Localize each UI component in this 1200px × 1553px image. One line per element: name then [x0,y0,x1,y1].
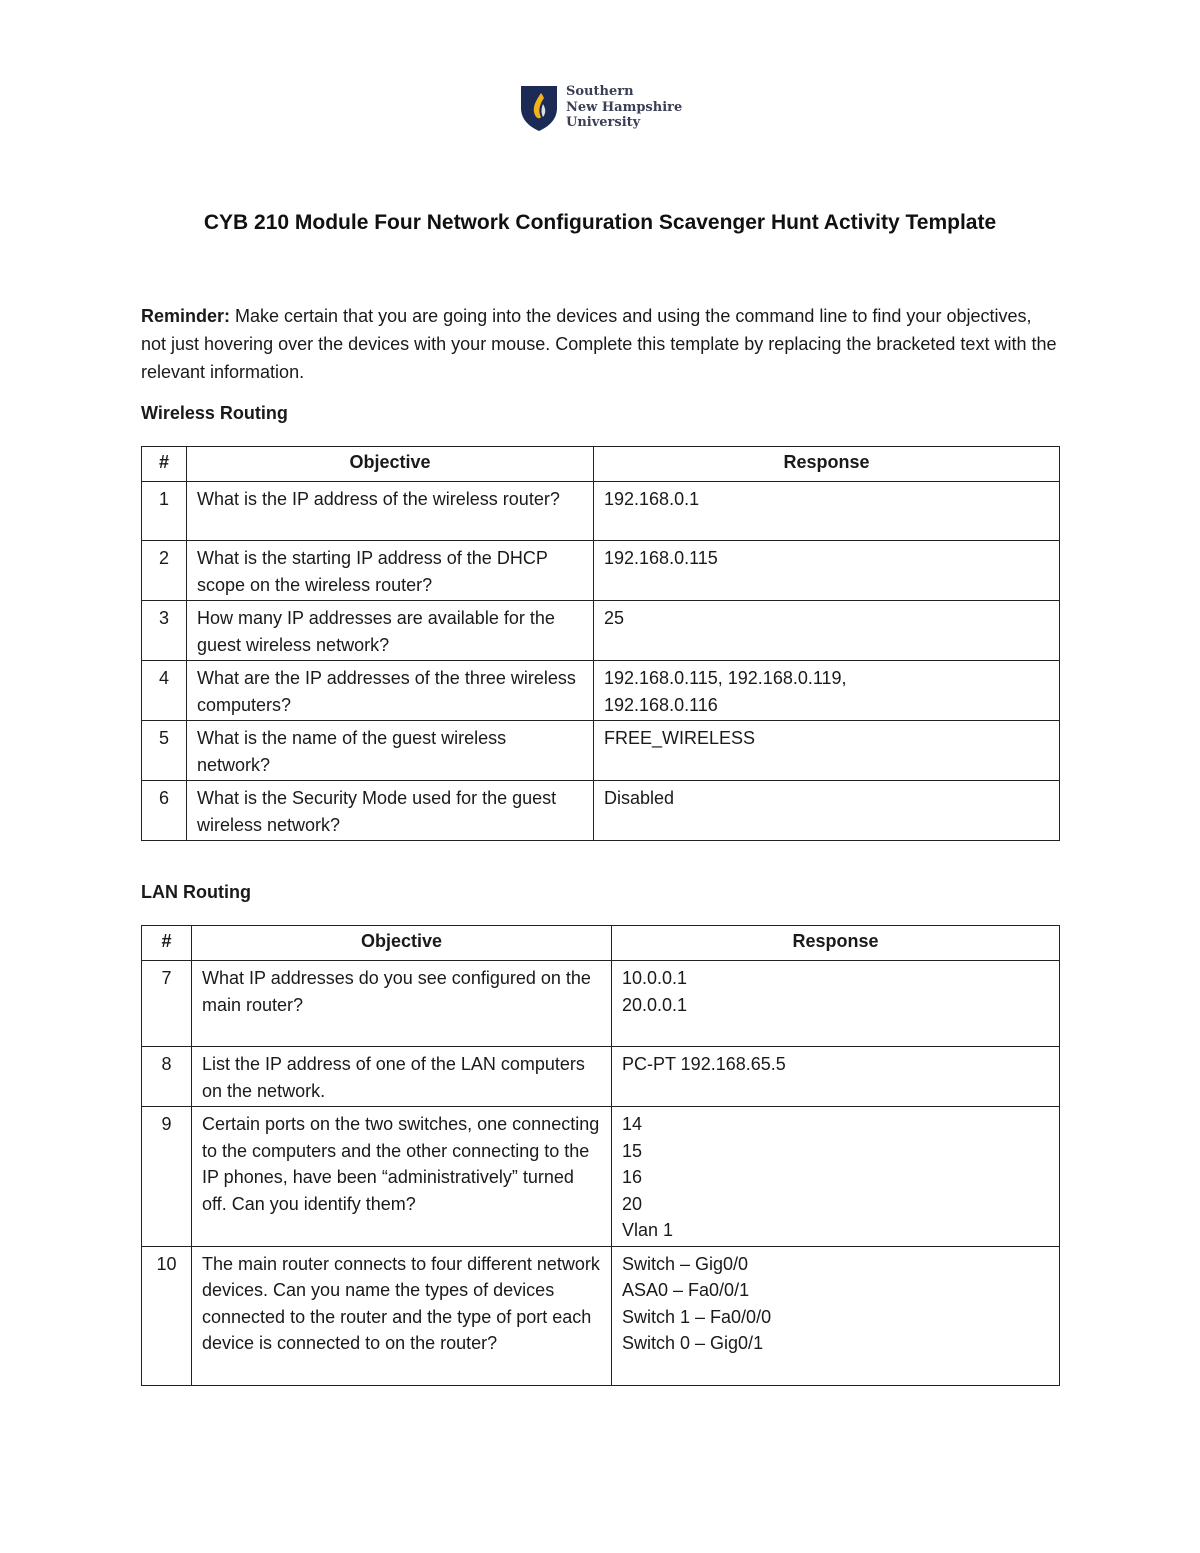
row-number: 4 [142,661,187,721]
table-row [142,781,1060,841]
logo-line-3: University [566,115,641,130]
response-line: 20 [622,1193,643,1214]
logo-line-2: New Hampshire [566,99,683,115]
objective-cell: What IP addresses do you see configured on the main router? [192,961,612,1047]
reminder-label: Reminder: [141,306,231,326]
snhu-logo [520,84,690,134]
row-number: 3 [142,601,187,661]
wireless-heading: Wireless Routing [141,403,288,423]
objective-cell: How many IP addresses are available for the guest wireless network? [187,601,594,661]
response-line: Switch – Gig0/0 [622,1253,749,1274]
table-row [142,601,1060,661]
header-num: # [142,926,192,961]
row-number: 2 [142,541,187,601]
response-line: 14 [622,1114,643,1134]
row-number: 1 [142,482,187,541]
response-cell [612,1107,1060,1247]
row-number: 5 [142,721,187,781]
reminder-paragraph [141,302,1061,386]
table-header-row [142,447,1060,482]
response-line: 10.0.0.1 [622,968,688,988]
response-cell [594,661,1060,721]
objective-cell: What are the IP addresses of the three wireless computers? [187,661,594,721]
table-row [142,482,1060,541]
response-line: ASA0 – Fa0/0/1 [622,1280,750,1300]
response-line: 192.168.0.116 [604,694,718,715]
objective-cell: What is the IP address of the wireless router? [187,482,594,541]
table-row [142,1047,1060,1107]
response-line: 15 [622,1140,643,1161]
table-row [142,541,1060,601]
objective-cell: What is the name of the guest wireless network? [187,721,594,781]
objective-cell: List the IP address of one of the LAN computers on the network. [192,1047,612,1107]
response-cell: 192.168.0.1 [594,482,1060,541]
page-title: CYB 210 Module Four Network Configuration Scavenger Hunt Activity Template [203,211,997,234]
shield-flame-icon [520,84,560,132]
objective-cell: Certain ports on the two switches, one connecting to the computers and the other connecting to the IP phones, have been “administratively” turned off. Can you identify them? [192,1107,612,1247]
header-response: Response [594,447,1060,482]
response-cell [612,961,1060,1047]
table-row [142,1246,1060,1385]
reminder-text: Make certain that you are going into the devices and using the command line to find your objectives, not just hovering over the devices with your mouse. Complete this template by replacing the bracketed text with the relevant information. [141,306,1057,382]
header-objective: Objective [187,447,594,482]
response-line: Switch 1 – Fa0/0/0 [622,1306,772,1327]
row-number: 7 [142,961,192,1047]
row-number: 8 [142,1047,192,1107]
table-row [142,721,1060,781]
table-row [142,661,1060,721]
response-line: 192.168.0.115, 192.168.0.119, [604,668,847,688]
response-line: Vlan 1 [622,1220,674,1240]
response-line: 16 [622,1167,643,1187]
logo-line-1: Southern [566,84,634,99]
table-row [142,1107,1060,1247]
header-objective: Objective [192,926,612,961]
lan-heading: LAN Routing [141,882,251,902]
response-line: Switch 0 – Gig0/1 [622,1333,764,1353]
response-cell: Disabled [594,781,1060,841]
response-cell [612,1246,1060,1385]
wireless-table [141,446,1060,841]
logo-wordmark [566,84,696,131]
header-num: # [142,447,187,482]
row-number: 6 [142,781,187,841]
response-cell: 25 [594,601,1060,661]
objective-cell: What is the Security Mode used for the guest wireless network? [187,781,594,841]
row-number: 10 [142,1246,192,1385]
row-number: 9 [142,1107,192,1247]
objective-cell: The main router connects to four different network devices. Can you name the types of devices connected to the router and the type of port each device is connected to on the router? [192,1246,612,1385]
header-response: Response [612,926,1060,961]
lan-table [141,925,1060,1386]
response-cell: 192.168.0.115 [594,541,1060,601]
response-cell: PC-PT 192.168.65.5 [612,1047,1060,1107]
table-header-row [142,926,1060,961]
response-cell: FREE_WIRELESS [594,721,1060,781]
response-line: 20.0.0.1 [622,994,688,1015]
objective-cell: What is the starting IP address of the DHCP scope on the wireless router? [187,541,594,601]
table-row [142,961,1060,1047]
